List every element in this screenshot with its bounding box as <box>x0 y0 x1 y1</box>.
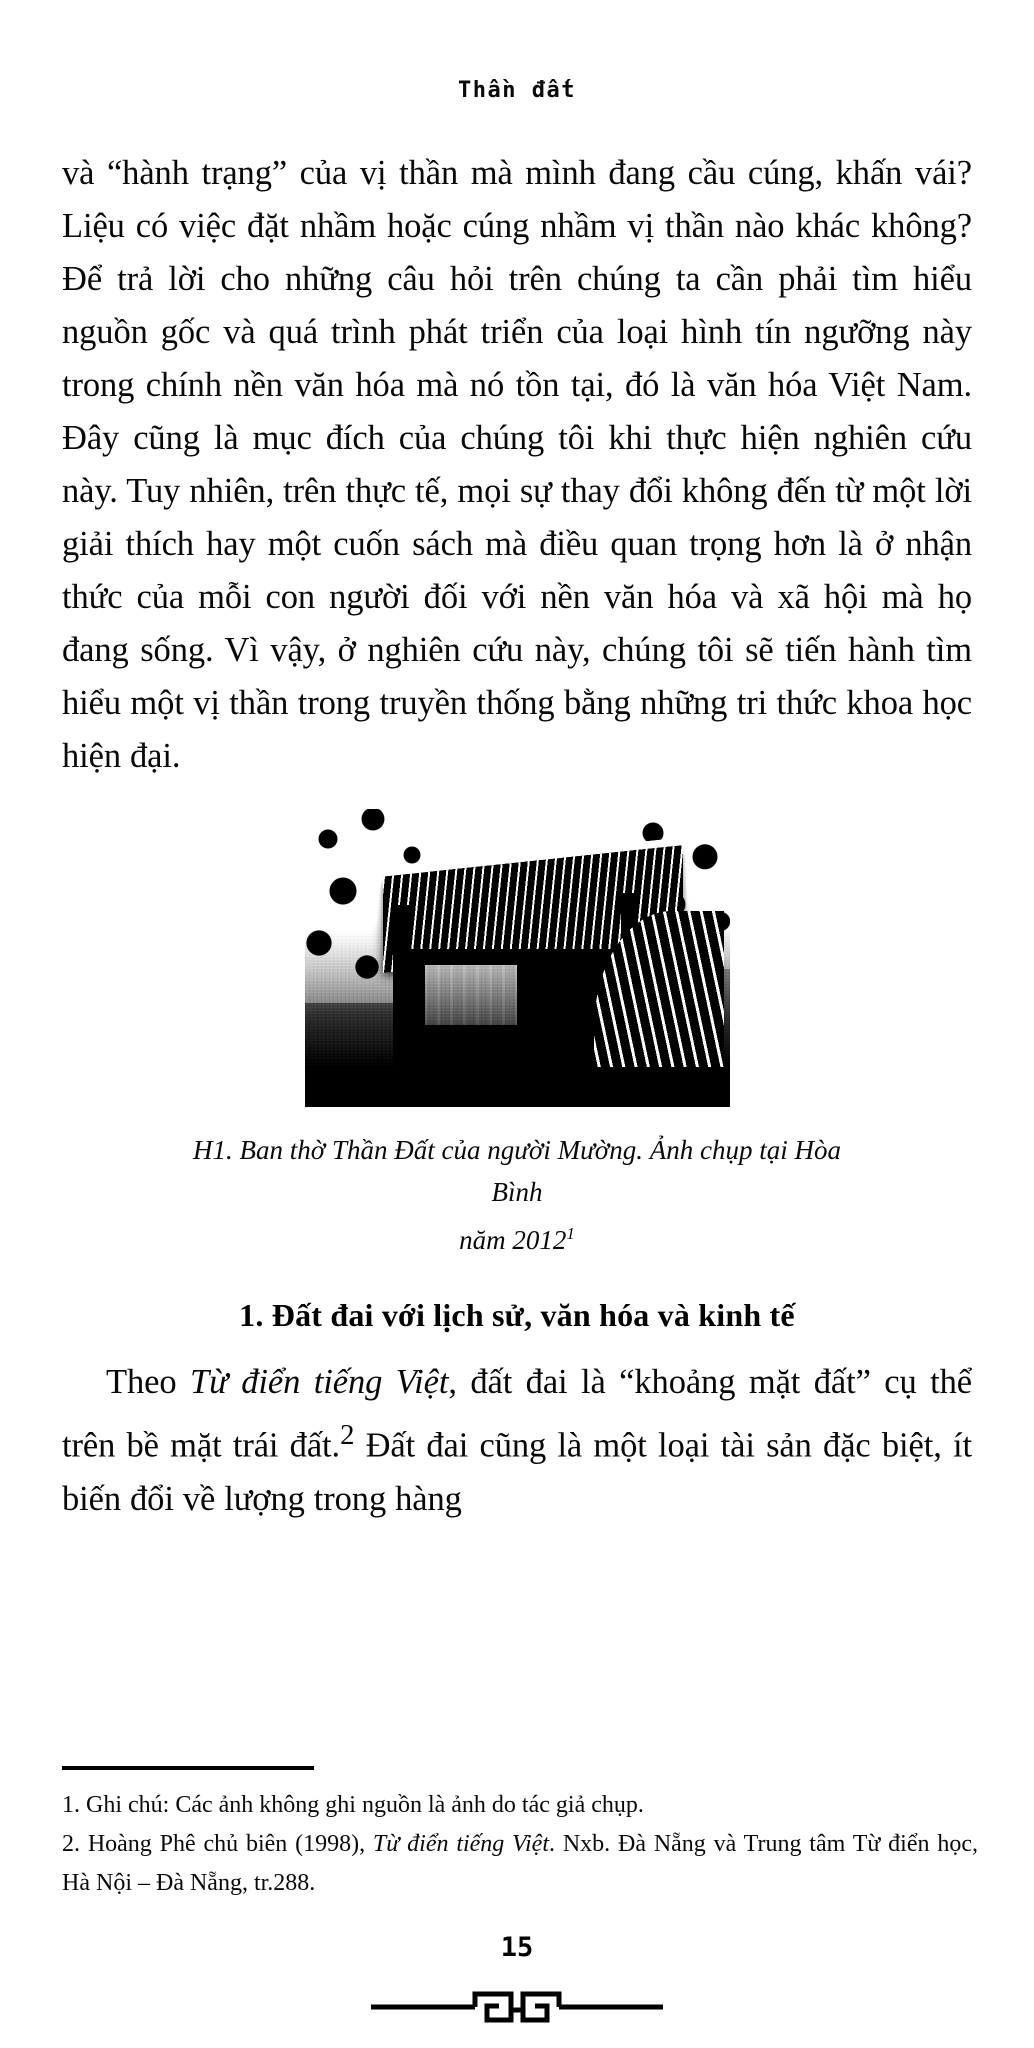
footnote-separator-rule <box>62 1766 314 1770</box>
figure-block <box>56 809 978 1261</box>
ban-tho-than-dat-photo <box>305 809 730 1107</box>
footnote-2-text-before-italic: Hoàng Phê chủ biên (1998), <box>80 1831 373 1857</box>
body-paragraph: và “hành trạng” của vị thần mà mình đang cầu cúng, khấn vái? Liệu có việc đặt nhầm hoặc cúng nhầm vị thần nào khác không? Để trả lời cho những câu hỏi trên chúng ta cần phải tìm hiểu nguồn gốc và quá trình phát triển của loại hình tín ngưỡng này trong chính nền văn hóa mà nó tồn tại, đó là văn hóa Việt Nam. Đây cũng là mục đích của chúng tôi khi thực hiện nghiên cứu này. Tuy nhiên, trên thực tế, mọi sự thay đổi không đến từ một lời giải thích hay một cuốn sách mà điều quan trọng hơn là ở nhận thức của mỗi con người đối với nền văn hóa và xã hội mà họ đang sống. Vì vậy, ở nghiên cứu này, chúng tôi sẽ tiến hành tìm hiểu một vị thần trong truyền thống bằng những tri thức khoa học hiện đại. <box>62 154 972 775</box>
page-number: 15 <box>500 1932 534 1963</box>
section-par-before-italic: Theo <box>106 1363 190 1401</box>
running-header-title: Thần đất <box>458 78 576 103</box>
section-par-after-italic-2: Đất đai cũng là một loại tài sản đặc biệt, ít biến đổi về lượng trong hàng <box>62 1426 973 1518</box>
body-text-block <box>56 147 978 783</box>
footnote-1-number: 1. <box>62 1792 80 1818</box>
figure-caption <box>181 1129 853 1261</box>
greek-key-divider-icon <box>367 1982 667 2028</box>
footer-ornament <box>0 1982 1034 2028</box>
footnote-2-text-after-italic: . Nxb. Đà Nẵng và Trung tâm Từ điển học, Hà Nội – Đà Nẵng, tr.288. <box>62 1831 978 1896</box>
footnotes-block <box>62 1766 978 1903</box>
footnote-item-1 <box>62 1786 978 1825</box>
figure-caption-line-1: H1. Ban thờ Thần Đất của người Mường. Ảnh chụp tại Hòa Bình <box>193 1135 841 1207</box>
section-par-footnote-marker: 2 <box>340 1419 355 1451</box>
section-paragraph <box>62 1356 972 1526</box>
section-heading: 1. Đất đai với lịch sử, văn hóa và kinh tế <box>239 1297 795 1333</box>
footnote-2-number: 2. <box>62 1831 80 1857</box>
footnote-item-2 <box>62 1825 978 1903</box>
section-par-after-italic-1: , đất đai là “khoảng mặt đất” cụ thể trên bề mặt trái đất. <box>62 1363 973 1465</box>
section-text-block <box>56 1356 978 1526</box>
figure-caption-line-2: năm 2012 <box>459 1225 567 1255</box>
figure-caption-footnote-marker: 1 <box>566 1224 575 1243</box>
footnote-2-italic-title: Từ điển tiếng Việt <box>372 1831 550 1857</box>
photo-grain-overlay <box>305 809 730 1107</box>
section-par-italic-title: Từ điển tiếng Việt <box>189 1363 449 1401</box>
footnote-1-text: Ghi chú: Các ảnh không ghi nguồn là ảnh do tác giả chụp. <box>80 1792 644 1818</box>
